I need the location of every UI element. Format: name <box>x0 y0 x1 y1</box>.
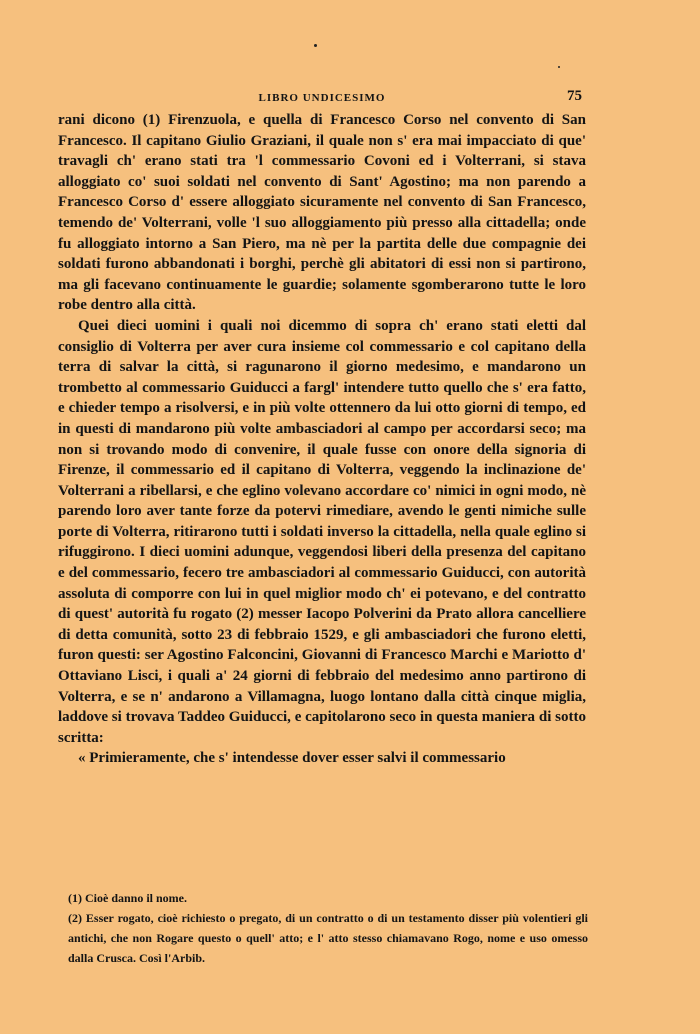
running-title: LIBRO UNDICESIMO <box>258 92 386 104</box>
book-page <box>58 88 586 769</box>
footnote: (2) Esser rogato, cioè richiesto o pregato, di un contratto o di un testamento disser più volentieri gli antichi, che non Rogare questo o quell' atto; e l' atto stesso chiamavano Rogo, nome e uso omesso dalla Crusca. Così l'Arbib. <box>68 911 588 965</box>
ink-speck <box>314 44 317 47</box>
ink-speck <box>558 66 560 68</box>
body-text <box>58 110 586 769</box>
running-header <box>58 88 586 110</box>
paragraph: « Primieramente, che s' intendesse dover esser salvi il commessario <box>78 750 506 767</box>
paragraph: rani dicono (1) Firenzuola, e quella di Francesco Corso nel convento di San Francesco. Il capitano Giulio Graziani, il quale non s' era mai impacciato di que' travagli ch' erano stati tra 'l commessario Covoni ed i Volterrani, si stava alloggiato co' suoi soldati nel convento di Sant' Agostino; ma non parendo a Francesco Corso d' essere alloggiato sicuramente nel convento di San Francesco, temendo de' Volterrani, volle 'l suo alloggiamento più presso alla cittadella; onde fu alloggiato intorno a San Piero, ma nè per la partita delle due compagnie dei soldati furono abbandonati i borghi, perchè gli abitatori di essi non si partirono, ma gli facevano continuamente le guardie; solamente sgomberarono tutte le loro robe dentro alla città. <box>58 112 586 314</box>
footnotes <box>68 888 588 968</box>
footnote: (1) Cioè danno il nome. <box>68 891 188 905</box>
page-number: 75 <box>567 88 582 104</box>
paragraph: Quei dieci uomini i quali noi dicemmo di sopra ch' erano stati eletti dal consiglio di Volterra per aver cura insieme col commessario e col capitano della terra di salvar la città, si ragunarono il giorno medesimo, e mandarono un trombetto al commessario Guiducci a fargl' intendere tutto quello che s' era fatto, e chieder tempo a risolversi, e in più volte ottennero da lui otto giorni di tempo, ed in questi di mandarono più volte ambasciadori al campo per accordarsi seco; ma non si trovando modo di convenire, il quale fusse con onore della signoria di Firenze, il commessario ed il capitano di Volterra, veggendo la inclinazione de' Volterrani a ribellarsi, e che eglino volevano accordare co' nimici in ogni modo, nè parendo loro aver tante forze da potervi rimediare, avendo le genti nimiche sulle porte di Volterra, ritirarono tutti i soldati inverso la cittadella, nella quale eglino si rifuggirono. I dieci uomini adunque, veggendosi liberi della presenza del capitano e del commessario, fecero tre ambasciadori al commessario Guiducci, con autorità assoluta di comporre con lui in quel miglior modo ch' ei potevano, e del contratto di quest' autorità fu rogato (2) messer Iacopo Polverini da Prato allora cancelliere di detta comunità, sotto 23 di febbraio 1529, e gli ambasciadori che furono eletti, furon questi: ser Agostino Falconcini, Giovanni di Francesco Marchi e Mariotto d' Ottaviano Lisci, i quali a' 24 giorni di febbraio del medesimo anno partirono di Volterra, e se n' andarono a Villamagna, luogo lontano dalla città cinque miglia, laddove si trovava Taddeo Guiducci, e capitolarono seco in questa maniera di sotto scritta: <box>58 317 586 746</box>
